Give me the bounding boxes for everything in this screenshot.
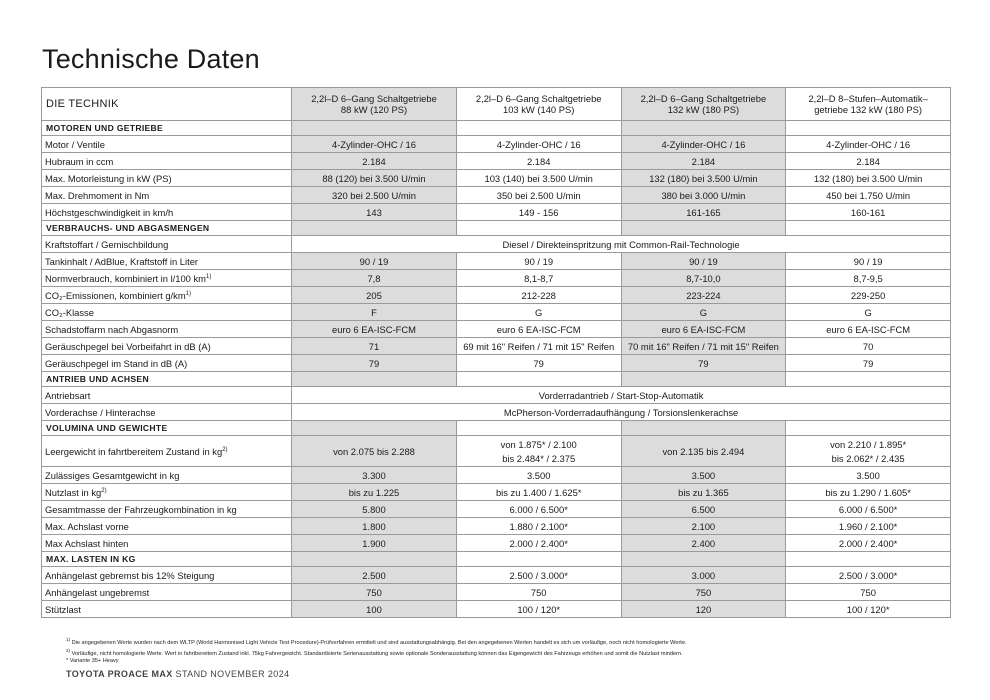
row-label: [42, 236, 292, 253]
value-cell: 205: [292, 287, 457, 304]
section-filler-cell: [621, 552, 786, 567]
row-label-text: Max. Motorleistung in kW (PS): [45, 172, 172, 184]
column-header-line1: 2,2l–D 8–Stufen–Automatik–: [808, 93, 928, 104]
row-label-text: Hubraum in ccm: [45, 155, 114, 167]
value-cell: 149 - 156: [456, 204, 621, 221]
value-cell: 2.184: [621, 153, 786, 170]
value-cell-line: bis 2.062* / 2.435: [831, 452, 905, 464]
value-cell: bis zu 1.290 / 1.605*: [786, 484, 951, 501]
row-label: [42, 501, 292, 518]
section-filler-cell: [456, 121, 621, 136]
value-cell: 100 / 120*: [786, 601, 951, 618]
value-cell: 8,7-9,5: [786, 270, 951, 287]
section-filler-cell: [786, 372, 951, 387]
value-cell: 350 bei 2.500 U/min: [456, 187, 621, 204]
table-row: [42, 518, 951, 535]
value-cell-line: bis 2.484* / 2.375: [502, 452, 576, 464]
value-cell: 4-Zylinder-OHC / 16: [786, 136, 951, 153]
row-label-text: Vorderachse / Hinterachse: [45, 406, 156, 418]
value-cell: 4-Zylinder-OHC / 16: [292, 136, 457, 153]
value-cell: 6.500: [621, 501, 786, 518]
value-cell: 750: [621, 584, 786, 601]
footnote-1-text: Die angegebenen Werte wurden nach dem WLTP (World Harmonised Light Vehicle Test Procedure)-Prüfverfahren ermittelt und sind ausstattungsabhängig. Bei den angegebenen Werten handelt es sich um vorläufige, noch nicht homologierte Werte.: [71, 639, 687, 646]
section-header-row: [42, 552, 951, 567]
value-cell-line: von 2.210 / 1.895*: [830, 438, 907, 450]
row-label: [42, 338, 292, 355]
section-filler-cell: [292, 372, 457, 387]
table-row: [42, 404, 951, 421]
value-cell: 69 mit 16" Reifen / 71 mit 15" Reifen: [456, 338, 621, 355]
row-label: [42, 467, 292, 484]
row-label-text: Anhängelast ungebremst: [45, 586, 150, 598]
section-filler-cell: [621, 421, 786, 436]
column-header-line1: 2,2l–D 6–Gang Schaltgetriebe: [640, 93, 767, 104]
row-label: [42, 436, 292, 467]
table-header-label: DIE TECHNIK: [42, 88, 292, 121]
value-cell: 2.500: [292, 567, 457, 584]
column-header: [456, 88, 621, 121]
column-header-line2: 132 kW (180 PS): [667, 104, 740, 115]
row-label: [42, 153, 292, 170]
value-cell: 8,1-8,7: [456, 270, 621, 287]
table-row: [42, 287, 951, 304]
section-filler-cell: [292, 421, 457, 436]
value-cell: [786, 436, 951, 467]
table-row: [42, 355, 951, 372]
value-cell: euro 6 EA-ISC-FCM: [621, 321, 786, 338]
footnote-ref: 1): [185, 290, 192, 297]
row-label-text: Gesamtmasse der Fahrzeugkombination in kg: [45, 503, 237, 515]
value-cell: 3.500: [786, 467, 951, 484]
value-cell: 2.184: [786, 153, 951, 170]
table-row: [42, 601, 951, 618]
value-cell: 6.000 / 6.500*: [456, 501, 621, 518]
row-label: [42, 567, 292, 584]
table-row: [42, 338, 951, 355]
row-label-text: Höchstgeschwindigkeit in km/h: [45, 206, 174, 218]
table-row: [42, 567, 951, 584]
section-filler-cell: [621, 372, 786, 387]
table-row: [42, 270, 951, 287]
footnote-ref: 2): [101, 487, 107, 494]
value-cell: 1.900: [292, 535, 457, 552]
table-row: [42, 136, 951, 153]
value-cell: 88 (120) bei 3.500 U/min: [292, 170, 457, 187]
value-cell: 2.100: [621, 518, 786, 535]
row-label-text: Zulässiges Gesamtgewicht in kg: [45, 469, 180, 481]
row-label: [42, 321, 292, 338]
table-header-row: [42, 88, 951, 121]
section-filler-cell: [456, 221, 621, 236]
row-label-text: Normverbrauch, kombiniert in l/100 km: [45, 273, 206, 285]
row-label-text: Tankinhalt / AdBlue, Kraftstoff in Liter: [45, 255, 199, 267]
value-cell: 1.960 / 2.100*: [786, 518, 951, 535]
table-row: [42, 253, 951, 270]
value-cell: 100: [292, 601, 457, 618]
value-cell: 161-165: [621, 204, 786, 221]
row-label: [42, 170, 292, 187]
value-cell: 70 mit 16" Reifen / 71 mit 15" Reifen: [621, 338, 786, 355]
row-label-text: Antriebsart: [45, 389, 91, 401]
row-label-text: Motor / Ventile: [45, 138, 105, 150]
row-label: [42, 584, 292, 601]
value-cell-line: von 1.875* / 2.100: [500, 438, 577, 450]
table-row: [42, 484, 951, 501]
value-cell: 132 (180) bei 3.500 U/min: [621, 170, 786, 187]
table-row: [42, 153, 951, 170]
value-cell: 79: [786, 355, 951, 372]
value-cell: 90 / 19: [621, 253, 786, 270]
value-cell: euro 6 EA-ISC-FCM: [456, 321, 621, 338]
value-cell: 100 / 120*: [456, 601, 621, 618]
section-filler-cell: [786, 552, 951, 567]
footnote-3: * Variante 35+ Heavy: [66, 657, 119, 664]
column-header-line2: getriebe 132 kW (180 PS): [814, 104, 923, 115]
value-cell: G: [456, 304, 621, 321]
section-title: VERBRAUCHS- UND ABGASMENGEN: [42, 221, 292, 236]
table-row: [42, 321, 951, 338]
value-cell: euro 6 EA-ISC-FCM: [292, 321, 457, 338]
section-header-row: [42, 372, 951, 387]
column-header-line1: 2,2l–D 6–Gang Schaltgetriebe: [475, 93, 602, 104]
row-label-text: Nutzlast in kg: [45, 487, 102, 499]
row-label-text: Max. Drehmoment in Nm: [45, 189, 150, 201]
section-title: VOLUMINA UND GEWICHTE: [42, 421, 292, 436]
value-cell: 1.800: [292, 518, 457, 535]
row-label-text: Kraftstoffart / Gemischbildung: [45, 238, 169, 250]
value-cell: 2.400: [621, 535, 786, 552]
column-header: [786, 88, 951, 121]
row-label-text: Max. Achslast vorne: [45, 520, 129, 532]
table-body: [42, 121, 951, 618]
table-row: [42, 387, 951, 404]
value-cell: 380 bei 3.000 U/min: [621, 187, 786, 204]
value-cell: G: [621, 304, 786, 321]
value-cell: 320 bei 2.500 U/min: [292, 187, 457, 204]
table-row: [42, 584, 951, 601]
brand-stand: STAND NOVEMBER 2024: [175, 669, 290, 679]
section-header-row: [42, 221, 951, 236]
row-label: [42, 518, 292, 535]
value-cell: 79: [456, 355, 621, 372]
footnote-2-marker: 2): [66, 647, 71, 653]
row-label-text: Max Achslast hinten: [45, 537, 129, 549]
value-cell: 5.800: [292, 501, 457, 518]
value-cell: bis zu 1.400 / 1.625*: [456, 484, 621, 501]
footnote-1: [66, 636, 946, 647]
value-cell: 2.000 / 2.400*: [456, 535, 621, 552]
column-header: [621, 88, 786, 121]
value-cell: bis zu 1.365: [621, 484, 786, 501]
column-header-line1: 2,2l–D 6–Gang Schaltgetriebe: [311, 93, 437, 104]
section-filler-cell: [292, 552, 457, 567]
row-label: [42, 535, 292, 552]
section-header-row: [42, 121, 951, 136]
value-cell: von 2.135 bis 2.494: [621, 436, 786, 467]
value-cell: 70: [786, 338, 951, 355]
value-cell: 450 bei 1.750 U/min: [786, 187, 951, 204]
row-label-text: Leergewicht in fahrtbereitem Zustand in kg: [45, 446, 223, 458]
value-cell: 2.184: [456, 153, 621, 170]
table-row: [42, 204, 951, 221]
value-cell: 160-161: [786, 204, 951, 221]
section-filler-cell: [786, 421, 951, 436]
row-label-text: Anhängelast gebremst bis 12% Steigung: [45, 569, 215, 581]
column-header-line2: 103 kW (140 PS): [503, 104, 575, 115]
row-label: [42, 287, 292, 304]
row-label-text: Stützlast: [45, 603, 81, 615]
brand-name: TOYOTA PROACE MAX: [66, 669, 173, 679]
section-title: MAX. LASTEN IN KG: [42, 552, 292, 567]
value-cell: G: [786, 304, 951, 321]
row-label-text: Schadstoffarm nach Abgasnorm: [45, 323, 179, 335]
value-cell: 3.500: [456, 467, 621, 484]
value-cell: 4-Zylinder-OHC / 16: [621, 136, 786, 153]
footnote-ref: 1): [206, 273, 212, 280]
value-cell: F: [292, 304, 457, 321]
value-cell: 71: [292, 338, 457, 355]
value-cell: 212-228: [456, 287, 621, 304]
spanning-value-cell: McPherson-Vorderradaufhängung / Torsionslenkerachse: [292, 404, 951, 421]
value-cell: 90 / 19: [456, 253, 621, 270]
value-cell: 3.300: [292, 467, 457, 484]
section-filler-cell: [292, 121, 457, 136]
section-filler-cell: [456, 421, 621, 436]
section-filler-cell: [456, 552, 621, 567]
value-cell: 90 / 19: [786, 253, 951, 270]
table-row: [42, 535, 951, 552]
section-title: MOTOREN UND GETRIEBE: [42, 121, 292, 136]
row-label: [42, 270, 292, 287]
brand-footer: [66, 669, 290, 679]
row-label-text: CO₂-Emissionen, kombiniert g/km: [45, 290, 186, 302]
column-header: [292, 88, 457, 121]
value-cell: 750: [292, 584, 457, 601]
page-title: Technische Daten: [42, 44, 260, 74]
row-label-text: Geräuschpegel im Stand in dB (A): [45, 357, 188, 369]
table-row: [42, 304, 951, 321]
value-cell: 2.500 / 3.000*: [456, 567, 621, 584]
value-cell: 223-224: [621, 287, 786, 304]
table-row: [42, 187, 951, 204]
row-label: [42, 601, 292, 618]
value-cell: 2.184: [292, 153, 457, 170]
table-row: [42, 170, 951, 187]
column-header-line2: 88 kW (120 PS): [340, 104, 408, 115]
value-cell: [456, 436, 621, 467]
spanning-value-cell: Diesel / Direkteinspritzung mit Common-Rail-Technologie: [292, 236, 951, 253]
footnote-2-text: Vorläufige, nicht homologierte Werte. Wert in fahrtbereitem Zustand inkl. 75kg Fahrergewicht. Standardisierte Serienausstattung sowie optionale Sonderausstattung können das Eigengewicht des Fahrzeugs erhöhen und somit die Nutzlast mindern.: [71, 650, 683, 657]
row-label: [42, 187, 292, 204]
value-cell: bis zu 1.225: [292, 484, 457, 501]
table-row: [42, 501, 951, 518]
section-filler-cell: [292, 221, 457, 236]
value-cell: 1.880 / 2.100*: [456, 518, 621, 535]
value-cell: 229-250: [786, 287, 951, 304]
row-label-text: Geräuschpegel bei Vorbeifahrt in dB (A): [45, 340, 211, 352]
footnote-1-marker: 1): [66, 637, 71, 642]
section-filler-cell: [456, 372, 621, 387]
value-cell: 143: [292, 204, 457, 221]
row-label: [42, 387, 292, 404]
value-cell: 750: [786, 584, 951, 601]
table-row: [42, 436, 951, 467]
footnote-2: [66, 647, 946, 658]
value-cell: 2.500 / 3.000*: [786, 567, 951, 584]
section-filler-cell: [786, 221, 951, 236]
value-cell: 79: [292, 355, 457, 372]
value-cell: 120: [621, 601, 786, 618]
row-label: [42, 304, 292, 321]
row-label-text: CO₂-Klasse: [45, 306, 94, 318]
row-label: [42, 355, 292, 372]
section-filler-cell: [621, 221, 786, 236]
table-row: [42, 467, 951, 484]
value-cell: 103 (140) bei 3.500 U/min: [456, 170, 621, 187]
spanning-value-cell: Vorderradantrieb / Start-Stop-Automatik: [292, 387, 951, 404]
footnote-ref: 2): [222, 446, 228, 453]
value-cell: 2.000 / 2.400*: [786, 535, 951, 552]
row-label: [42, 253, 292, 270]
footnotes: [66, 636, 946, 665]
value-cell: von 2.075 bis 2.288: [292, 436, 457, 467]
tech-spec-table: [41, 87, 951, 618]
row-label: [42, 484, 292, 501]
section-header-row: [42, 421, 951, 436]
value-cell: 750: [456, 584, 621, 601]
section-title: ANTRIEB UND ACHSEN: [42, 372, 292, 387]
table-row: [42, 236, 951, 253]
row-label: [42, 136, 292, 153]
value-cell: 4-Zylinder-OHC / 16: [456, 136, 621, 153]
row-label: [42, 204, 292, 221]
section-filler-cell: [621, 121, 786, 136]
value-cell: 3.500: [621, 467, 786, 484]
value-cell: euro 6 EA-ISC-FCM: [786, 321, 951, 338]
value-cell: 79: [621, 355, 786, 372]
value-cell: 7,8: [292, 270, 457, 287]
value-cell: 6.000 / 6.500*: [786, 501, 951, 518]
row-label: [42, 404, 292, 421]
value-cell: 3.000: [621, 567, 786, 584]
section-filler-cell: [786, 121, 951, 136]
value-cell: 90 / 19: [292, 253, 457, 270]
value-cell: 8,7-10,0: [621, 270, 786, 287]
value-cell: 132 (180) bei 3.500 U/min: [786, 170, 951, 187]
